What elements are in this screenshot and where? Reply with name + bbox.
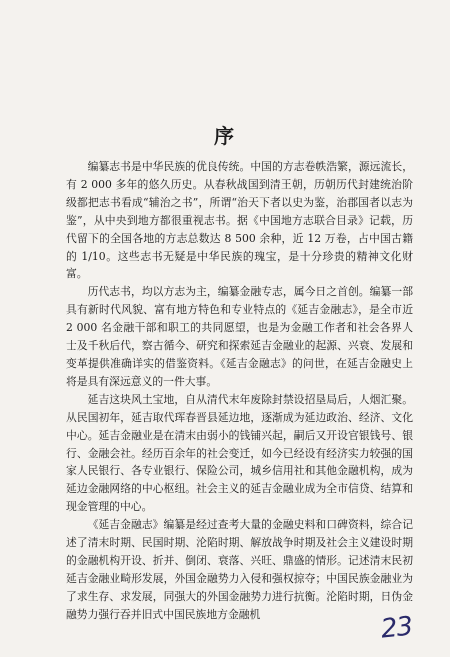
paragraph: 《延吉金融志》编纂是经过查考大量的金融史料和口碑资料，综合记述了清末时期、民国时期、沦陷时期、解放战争时期及社会主义建设时期的金融机构开设、折并、倒闭、衰落、兴旺、鼎盛的情形。记述清末民初延吉金融业畸形发展，外国金融势力入侵和强权掠夺；中国民族金融业为了求生存、求发展，同强大的外国金融势力进行抗衡。沦陷时期，日伪金融势力强行吞并旧式中国民族地方金融机 [66,518,413,621]
handwritten-page-number: 23 [379,611,414,645]
paragraph: 编纂志书是中华民族的优良传统。中国的方志卷帙浩繁，源远流长，有 2 000 多年的悠久历史。从春秋战国到清王朝，历朝历代封建统治阶级都把志书看成“辅治之书”，所谓“治天下者以史为鉴，治郡国者以志为鉴”，从中央到地方都很重视志书。据《中国地方志联合目录》记载，历代留下的全国各地的方志总数达 8 500 余种，近 12 万卷，占中国古籍的 1/10。这些志书无疑是中华民族的瑰宝，是十分珍贵的精神文化财富。 [66,160,413,281]
paragraph: 历代志书，均以方志为主，编纂金融专志，属今日之首创。编纂一部具有新时代风貌、富有地方特色和专业特点的《延吉金融志》，是全市近 2 000 名金融干部和职工的共同愿望，也是为金融工作者和社会各界人士及千秋后代，察古循今、研究和探索延吉金融业的起源、兴衰、发展和变革提供准确详实的借鉴资料。《延吉金融志》的问世，在延吉金融史上将是具有深远意义的一件大事。 [66,285,413,388]
paragraph: 延吉这块风土宝地，自从清代末年废除封禁设招垦局后，人烟汇聚。从民国初年，延吉取代珲春晋县延边地，逐渐成为延边政治、经济、文化中心。延吉金融业是在清末由弱小的钱铺兴起，嗣后又开设官银钱号、银行、金融会社。经历百余年的社会变迁，如今已经设有经济实力较强的国家人民银行、各专业银行、保险公司，城乡信用社和其他金融机构，成为延边金融网络的中心枢纽。社会主义的延吉金融业成为全市信贷、结算和现金管理的中心。 [66,392,413,514]
body-text [66,158,413,624]
page-title: 序 [214,124,236,148]
